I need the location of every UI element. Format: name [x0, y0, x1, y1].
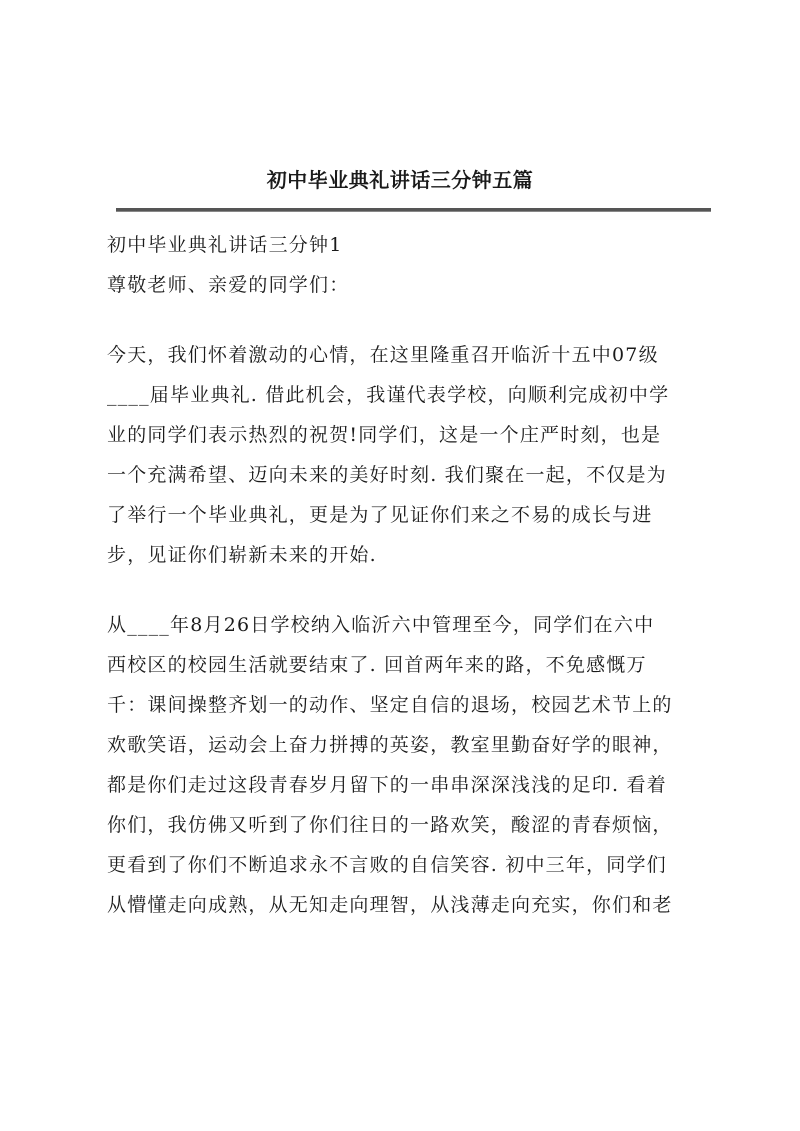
paragraph-spacer [107, 575, 707, 605]
paragraph-line: 今天，我们怀着激动的心情，在这里隆重召开临沂十五中07级 [107, 344, 659, 366]
salutation: 尊敬老师、亲爱的同学们： [107, 274, 350, 296]
paragraph-line: ____届毕业典礼. 借此机会，我谨代表学校，向顺利完成初中学 [107, 384, 670, 406]
paragraph-line: 欢歌笑语，运动会上奋力拼搏的英姿，教室里勤奋好学的眼神， [107, 734, 673, 756]
paragraph-line: 千：课间操整齐划一的动作、坚定自信的退场，校园艺术节上的 [107, 694, 673, 716]
paragraph-line: 西校区的校园生活就要结束了. 回首两年来的路，不免感慨万 [107, 654, 647, 676]
paragraph-line: 了举行一个毕业典礼，更是为了见证你们来之不易的成长与进 [107, 504, 653, 526]
paragraph-line: 你们，我仿佛又听到了你们往日的一路欢笑，酸涩的青春烦恼， [107, 814, 673, 836]
paragraph-line: 业的同学们表示热烈的祝贺!同学们，这是一个庄严时刻，也是 [107, 424, 662, 446]
paragraph-spacer [107, 305, 707, 335]
title-divider [116, 208, 711, 212]
paragraph-line: 都是你们走过这段青春岁月留下的一串串深深浅浅的足印. 看着 [107, 774, 667, 796]
paragraph-line: 从____年8月26日学校纳入临沂六中管理至今，同学们在六中 [107, 614, 655, 636]
document-title: 初中毕业典礼讲话三分钟五篇 [266, 168, 534, 192]
section-heading: 初中毕业典礼讲话三分钟1 [107, 234, 343, 256]
paragraph-line: 一个充满希望、迈向未来的美好时刻. 我们聚在一起，不仅是为 [107, 464, 667, 486]
document-body [107, 225, 707, 925]
paragraph-line: 更看到了你们不断追求永不言败的自信笑容. 初中三年，同学们 [107, 854, 667, 876]
paragraph-line: 步，见证你们崭新未来的开始. [107, 544, 377, 566]
paragraph-2 [107, 605, 707, 925]
paragraph-1 [107, 335, 707, 575]
paragraph-line: 从懵懂走向成熟，从无知走向理智，从浅薄走向充实，你们和老 [107, 894, 673, 916]
